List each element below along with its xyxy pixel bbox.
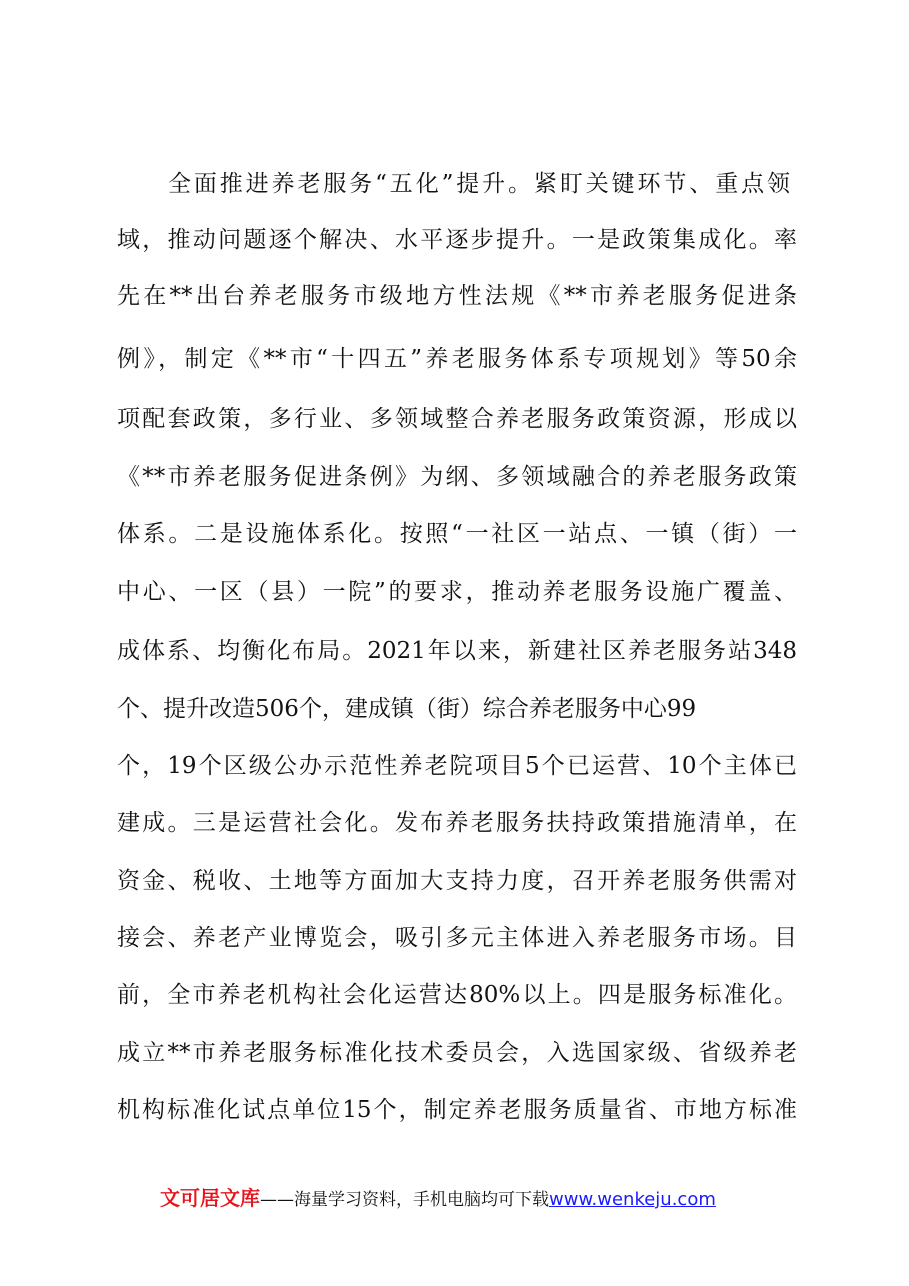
paragraph-line: 《**市养老服务促进条例》为纲、多领域融合的养老服务政策 <box>117 464 797 490</box>
paragraph-line: 资金、税收、土地等方面加大支持力度，召开养老服务供需对 <box>117 868 797 894</box>
paragraph-line: 全面推进养老服务“五化”提升。紧盯关键环节、重点领 <box>168 171 790 197</box>
footer-brand: 文可居文库 <box>160 1186 260 1210</box>
paragraph-line: 建成。三是运营社会化。发布养老服务扶持政策措施清单，在 <box>117 810 797 836</box>
paragraph-line: 接会、养老产业博览会，吸引多元主体进入养老服务市场。目 <box>117 925 797 951</box>
paragraph-line: 个，19个区级公办示范性养老院项目5个已运营、10个主体已 <box>117 753 797 779</box>
paragraph-line: 成立**市养老服务标准化技术委员会，入选国家级、省级养老 <box>117 1040 797 1066</box>
paragraph-line: 中心、一区（县）一院”的要求，推动养老服务设施广覆盖、 <box>117 579 797 605</box>
paragraph-line: 先在**出台养老服务市级地方性法规《**市养老服务促进条 <box>117 283 797 309</box>
paragraph-line: 项配套政策，多行业、多领域整合养老服务政策资源，形成以 <box>117 406 797 432</box>
paragraph-line: 体系。二是设施体系化。按照“一社区一站点、一镇（街）一 <box>117 521 797 547</box>
paragraph-line: 前，全市养老机构社会化运营达80%以上。四是服务标准化。 <box>117 982 797 1008</box>
paragraph-line: 域，推动问题逐个解决、水平逐步提升。一是政策集成化。率 <box>117 227 797 253</box>
footer-url-link[interactable]: www.wenkeju.com <box>549 1189 716 1210</box>
paragraph-line: 例》，制定《**市“十四五”养老服务体系专项规划》等50余 <box>117 346 797 372</box>
footer-banner <box>160 1183 800 1213</box>
paragraph-line: 个、提升改造506个，建成镇（街）综合养老服务中心99 <box>117 696 697 722</box>
footer-tagline: ——海量学习资料，手机电脑均可下载 <box>260 1190 549 1210</box>
paragraph-line: 成体系、均衡化布局。2021年以来，新建社区养老服务站348 <box>117 638 797 664</box>
paragraph-line: 机构标准化试点单位15个，制定养老服务质量省、市地方标准 <box>117 1097 797 1123</box>
